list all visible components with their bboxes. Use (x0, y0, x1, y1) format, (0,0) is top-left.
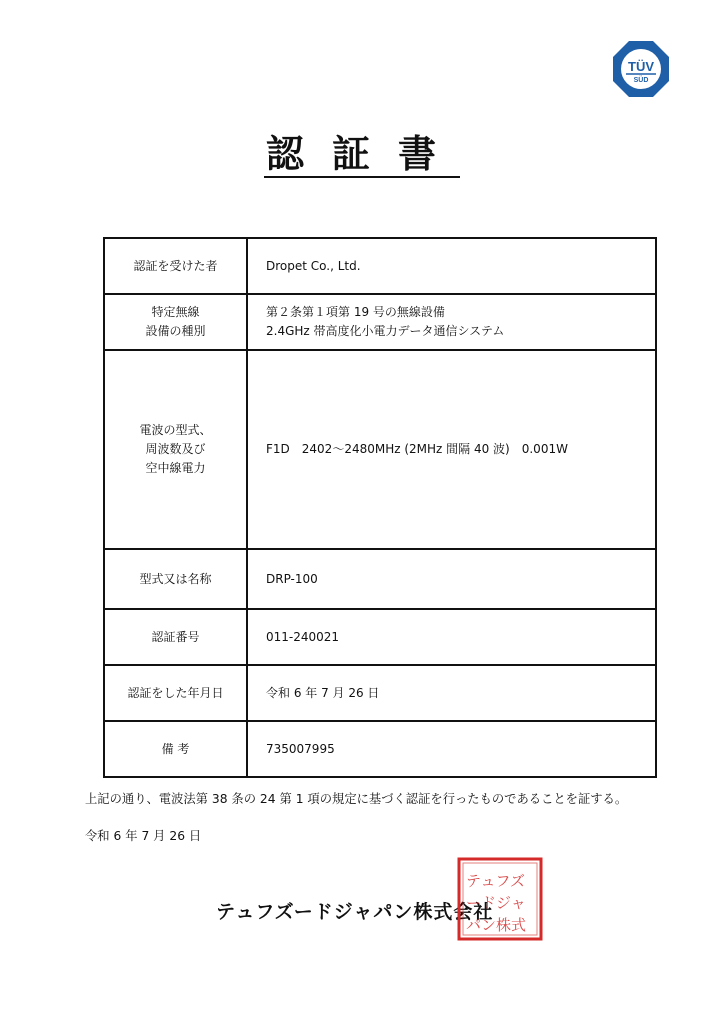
issue-date: 令和 6 年 7 月 26 日 (85, 829, 202, 843)
table-row (104, 350, 656, 549)
table-label-model-name: 型式又は名称 (104, 549, 247, 609)
svg-text:ードジャ: ードジャ (466, 894, 526, 912)
table-value-model-name: DRP-100 (247, 549, 656, 609)
company-seal-icon (456, 856, 544, 942)
table-value-certificate-holder: Dropet Co., Ltd. (247, 238, 656, 294)
table-label-emission-frequency-power: 電波の型式、 周波数及び 空中線電力 (104, 350, 247, 549)
table-row (104, 294, 656, 350)
table-label-certificate-holder: 認証を受けた者 (104, 238, 247, 294)
table-row (104, 721, 656, 777)
table-value-certification-number: 011-240021 (247, 609, 656, 665)
certificate-table (103, 237, 657, 778)
svg-text:テュフズ: テュフズ (466, 872, 525, 890)
table-value-certification-date: 令和 6 年 7 月 26 日 (247, 665, 656, 721)
table-value-equipment-type: 第２条第１項第 19 号の無線設備 2.4GHz 帯高度化小電力データ通信システム (247, 294, 656, 350)
table-label-certification-date: 認証をした年月日 (104, 665, 247, 721)
logo-text-tuv: TÜV (628, 59, 654, 74)
table-row (104, 609, 656, 665)
table-label-certification-number: 認証番号 (104, 609, 247, 665)
document-title: 認証書 (266, 132, 465, 176)
table-row (104, 238, 656, 294)
certification-statement: 上記の通り、電波法第 38 条の 24 第 1 項の規定に基づく認証を行ったものであることを証する。 (85, 792, 628, 806)
company-name: テュフズードジャパン株式会社 (216, 901, 494, 923)
table-label-remarks: 備 考 (104, 721, 247, 777)
table-value-remarks: 735007995 (247, 721, 656, 777)
logo-text-sud: SÜD (633, 77, 649, 84)
tuv-sud-logo-icon (612, 40, 670, 98)
table-row (104, 665, 656, 721)
svg-text:パン株式: パン株式 (466, 916, 527, 934)
title-underline (264, 176, 460, 178)
table-value-emission-frequency-power: F1D 2402～2480MHz (2MHz 間隔 40 波) 0.001W (247, 350, 656, 549)
table-row (104, 549, 656, 609)
table-label-equipment-type: 特定無線 設備の種別 (104, 294, 247, 350)
